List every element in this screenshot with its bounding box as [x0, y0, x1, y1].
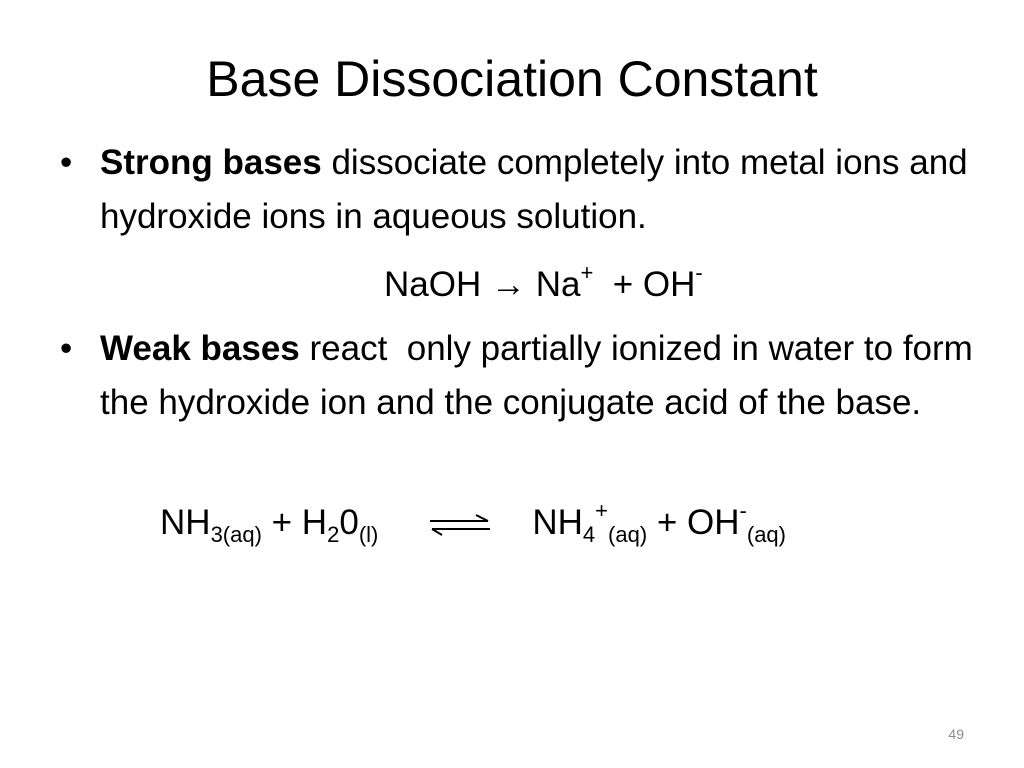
eq2-reactant1: NH	[160, 503, 211, 542]
eq1-left: NaOH → Na	[384, 265, 581, 304]
eq2-product2-charge: -	[739, 498, 747, 523]
bullet-dot-icon: •	[60, 143, 73, 182]
eq2-product1: NH	[532, 503, 583, 542]
eq1-middle: + OH	[593, 265, 696, 304]
page-number: 49	[948, 726, 964, 742]
eq1-right-charge: -	[695, 260, 703, 285]
slide-title: Base Dissociation Constant	[206, 51, 818, 107]
eq2-product2-state: (aq)	[746, 522, 786, 547]
bullet-body: react only partially ionized in water to form the hydroxide ion and the conjugate acid of the base.	[100, 329, 983, 422]
eq2-reactant2-state: (l)	[358, 522, 379, 547]
bullet-bold-term: Weak bases	[100, 329, 300, 368]
bullet-weak-bases	[60, 322, 983, 430]
eq1-left-charge: +	[580, 260, 594, 285]
eq2-product1-state: (aq)	[608, 522, 648, 547]
bullet-text	[100, 136, 980, 244]
eq2-reactant2-tail: 0	[339, 503, 359, 542]
eq2-product1-sub: 4	[582, 522, 596, 547]
eq2-product1-charge: +	[595, 498, 609, 523]
eq2-reactant2-sub: 2	[327, 522, 340, 547]
bullet-strong-bases	[60, 136, 980, 244]
bullet-body: dissociate completely into metal ions and hydroxide ions in aqueous solution.	[100, 143, 968, 236]
equation-naoh	[384, 260, 703, 310]
equilibrium-arrow-icon	[428, 512, 492, 538]
bullet-text	[100, 322, 983, 430]
eq2-plus2: + OH	[647, 503, 740, 542]
bullet-bold-term: Strong bases	[100, 143, 322, 182]
eq2-plus1: + H	[261, 503, 328, 542]
equation-ammonia	[160, 498, 786, 548]
bullet-dot-icon: •	[60, 329, 73, 368]
eq2-reactant1-sub: 3(aq)	[210, 522, 262, 547]
